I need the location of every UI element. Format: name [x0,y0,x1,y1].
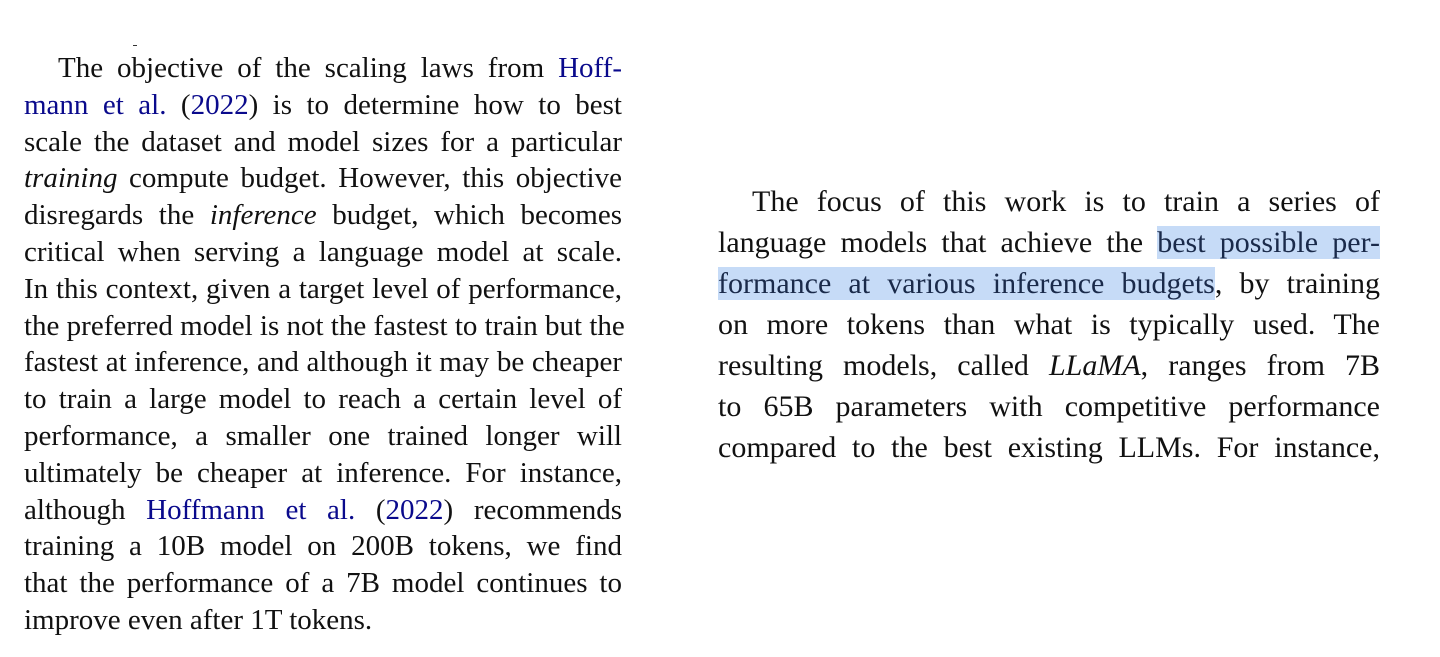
citation-year-link[interactable]: 2022 [385,493,444,526]
text-line: compared to the best existing LLMs. For instance, [718,431,1380,464]
text-line: to train a large model to reach a certain level of [24,383,622,416]
text-line: resulting models, called LLaMA, ranges from 7B [718,349,1381,382]
text-line: critical when serving a language model at scale. [24,235,622,268]
text-line: that the performance of a 7B model continues to [24,567,622,600]
text-line: disregards the inference budget, which becomes [24,199,622,232]
citation-link-hoffmann[interactable]: mann et al. [24,88,167,121]
text-line: formance at various inference budgets, by training [718,267,1380,300]
selected-text-highlight[interactable]: best possible per- [1157,226,1380,259]
text-line: language models that achieve the best possible per- [718,226,1380,259]
text-line: training a 10B model on 200B tokens, we find [24,530,622,563]
text-line: training compute budget. However, this objective [24,162,622,195]
text-line: In this context, given a target level of performance, [24,272,622,305]
citation-link-hoffmann[interactable]: Hoffmann et al. [146,493,356,526]
text-line: mann et al. (2022) is to determine how to best [24,88,622,121]
text-line: The focus of this work is to train a series of [752,185,1380,218]
text-line: to 65B parameters with competitive performance [718,390,1380,423]
citation-year-link[interactable]: 2022 [190,88,249,121]
emphasis-training: training [24,162,118,195]
text-line: on more tokens than what is typically used. The [718,308,1380,341]
left-paragraph [24,50,625,639]
text-line: the preferred model is not the fastest to train but the [24,309,625,342]
text-line: performance, a smaller one trained longer will [24,419,622,452]
emphasis-llama: LLaMA [1048,349,1141,382]
text-line: fastest at inference, and although it may be cheaper [24,346,622,379]
text-line: ultimately be cheaper at inference. For instance, [24,456,622,489]
right-paragraph [718,181,1380,468]
text-line: scale the dataset and model sizes for a particular [24,125,622,158]
text-line: The objective of the scaling laws from Hoff- [58,52,622,84]
text-line: although Hoffmann et al. (2022) recommends [24,493,622,526]
citation-link-hoffmann[interactable]: Hoff- [558,52,622,84]
text-line: improve even after 1T tokens. [24,603,373,636]
stray-mark [133,45,137,46]
selected-text-highlight[interactable]: formance at various inference budgets [718,267,1215,300]
emphasis-inference: inference [209,199,317,232]
